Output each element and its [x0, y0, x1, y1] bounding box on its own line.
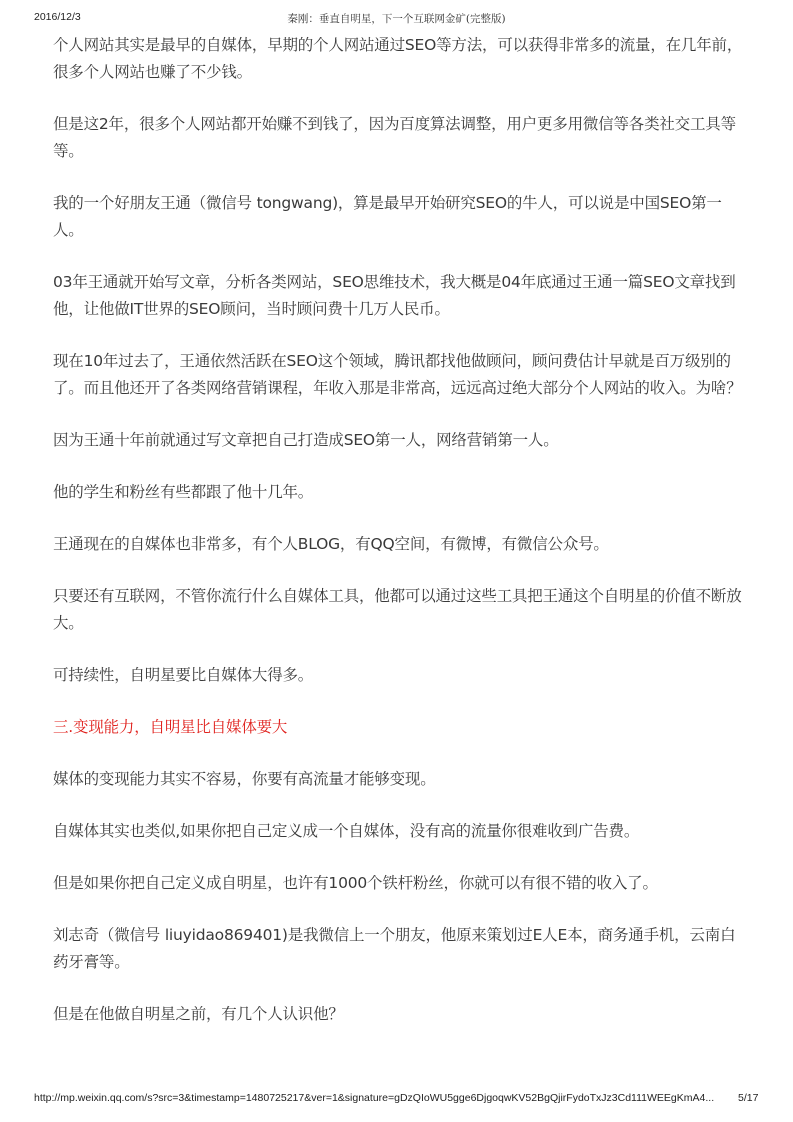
- paragraph: 03年王通就开始写文章，分析各类网站，SEO思维技术，我大概是04年底通过王通一篇SEO文章找到他，让他做IT世界的SEO顾问，当时顾问费十几万人民币。: [53, 273, 736, 318]
- paragraph: 我的一个好朋友王通（微信号 tongwang)，算是最早开始研究SEO的牛人，可以说是中国SEO第一人。: [53, 194, 722, 239]
- paragraph: 但是在他做自明星之前，有几个人认识他？: [53, 1005, 344, 1023]
- paragraph: 只要还有互联网，不管你流行什么自媒体工具，他都可以通过这些工具把王通这个自明星的价值不断放大。: [53, 587, 742, 632]
- article-body: [53, 32, 743, 1053]
- print-date: 2016/12/3: [34, 11, 81, 23]
- paragraph: 但是如果你把自己定义成自明星，也许有1000个铁杆粉丝，你就可以有很不错的收入了。: [53, 874, 658, 892]
- paragraph: 刘志奇（微信号 liuyidao869401)是我微信上一个朋友，他原来策划过E人E本，商务通手机，云南白药牙膏等。: [53, 926, 736, 971]
- paragraph: 自媒体其实也类似,如果你把自己定义成一个自媒体，没有高的流量你很难收到广告费。: [53, 822, 640, 840]
- paragraph: 但是这2年，很多个人网站都开始赚不到钱了，因为百度算法调整，用户更多用微信等各类社交工具等等。: [53, 115, 736, 160]
- paragraph: 可持续性，自明星要比自媒体大得多。: [53, 666, 314, 684]
- paragraph: 现在10年过去了，王通依然活跃在SEO这个领域，腾讯都找他做顾问，顾问费估计早就是百万级别的了。而且他还开了各类网络营销课程，年收入那是非常高，远远高过绝大部分个人网站的收入。为啥？: [53, 352, 742, 397]
- source-url: http://mp.weixin.qq.com/s?src=3&timestamp=1480725217&ver=1&signature=gDzQIoWU5gge6DjgoqwKV52BgQjirFydoTxJz3Cd111WEEgKmA4...: [34, 1092, 715, 1104]
- page-header: [0, 8, 793, 24]
- paragraph: 个人网站其实是最早的自媒体，早期的个人网站通过SEO等方法，可以获得非常多的流量，在几年前，很多个人网站也赚了不少钱。: [53, 36, 743, 81]
- paragraph: 因为王通十年前就通过写文章把自己打造成SEO第一人，网络营销第一人。: [53, 431, 559, 449]
- paragraph: 媒体的变现能力其实不容易，你要有高流量才能够变现。: [53, 770, 436, 788]
- page-number: 5/17: [738, 1092, 759, 1104]
- document-title: 秦刚：垂直自明星，下一个互联网金矿(完整版): [287, 13, 506, 25]
- paragraph: 王通现在的自媒体也非常多，有个人BLOG，有QQ空间，有微博，有微信公众号。: [53, 535, 609, 553]
- section-heading: 三.变现能力，自明星比自媒体要大: [53, 718, 288, 736]
- paragraph: 他的学生和粉丝有些都跟了他十几年。: [53, 483, 314, 501]
